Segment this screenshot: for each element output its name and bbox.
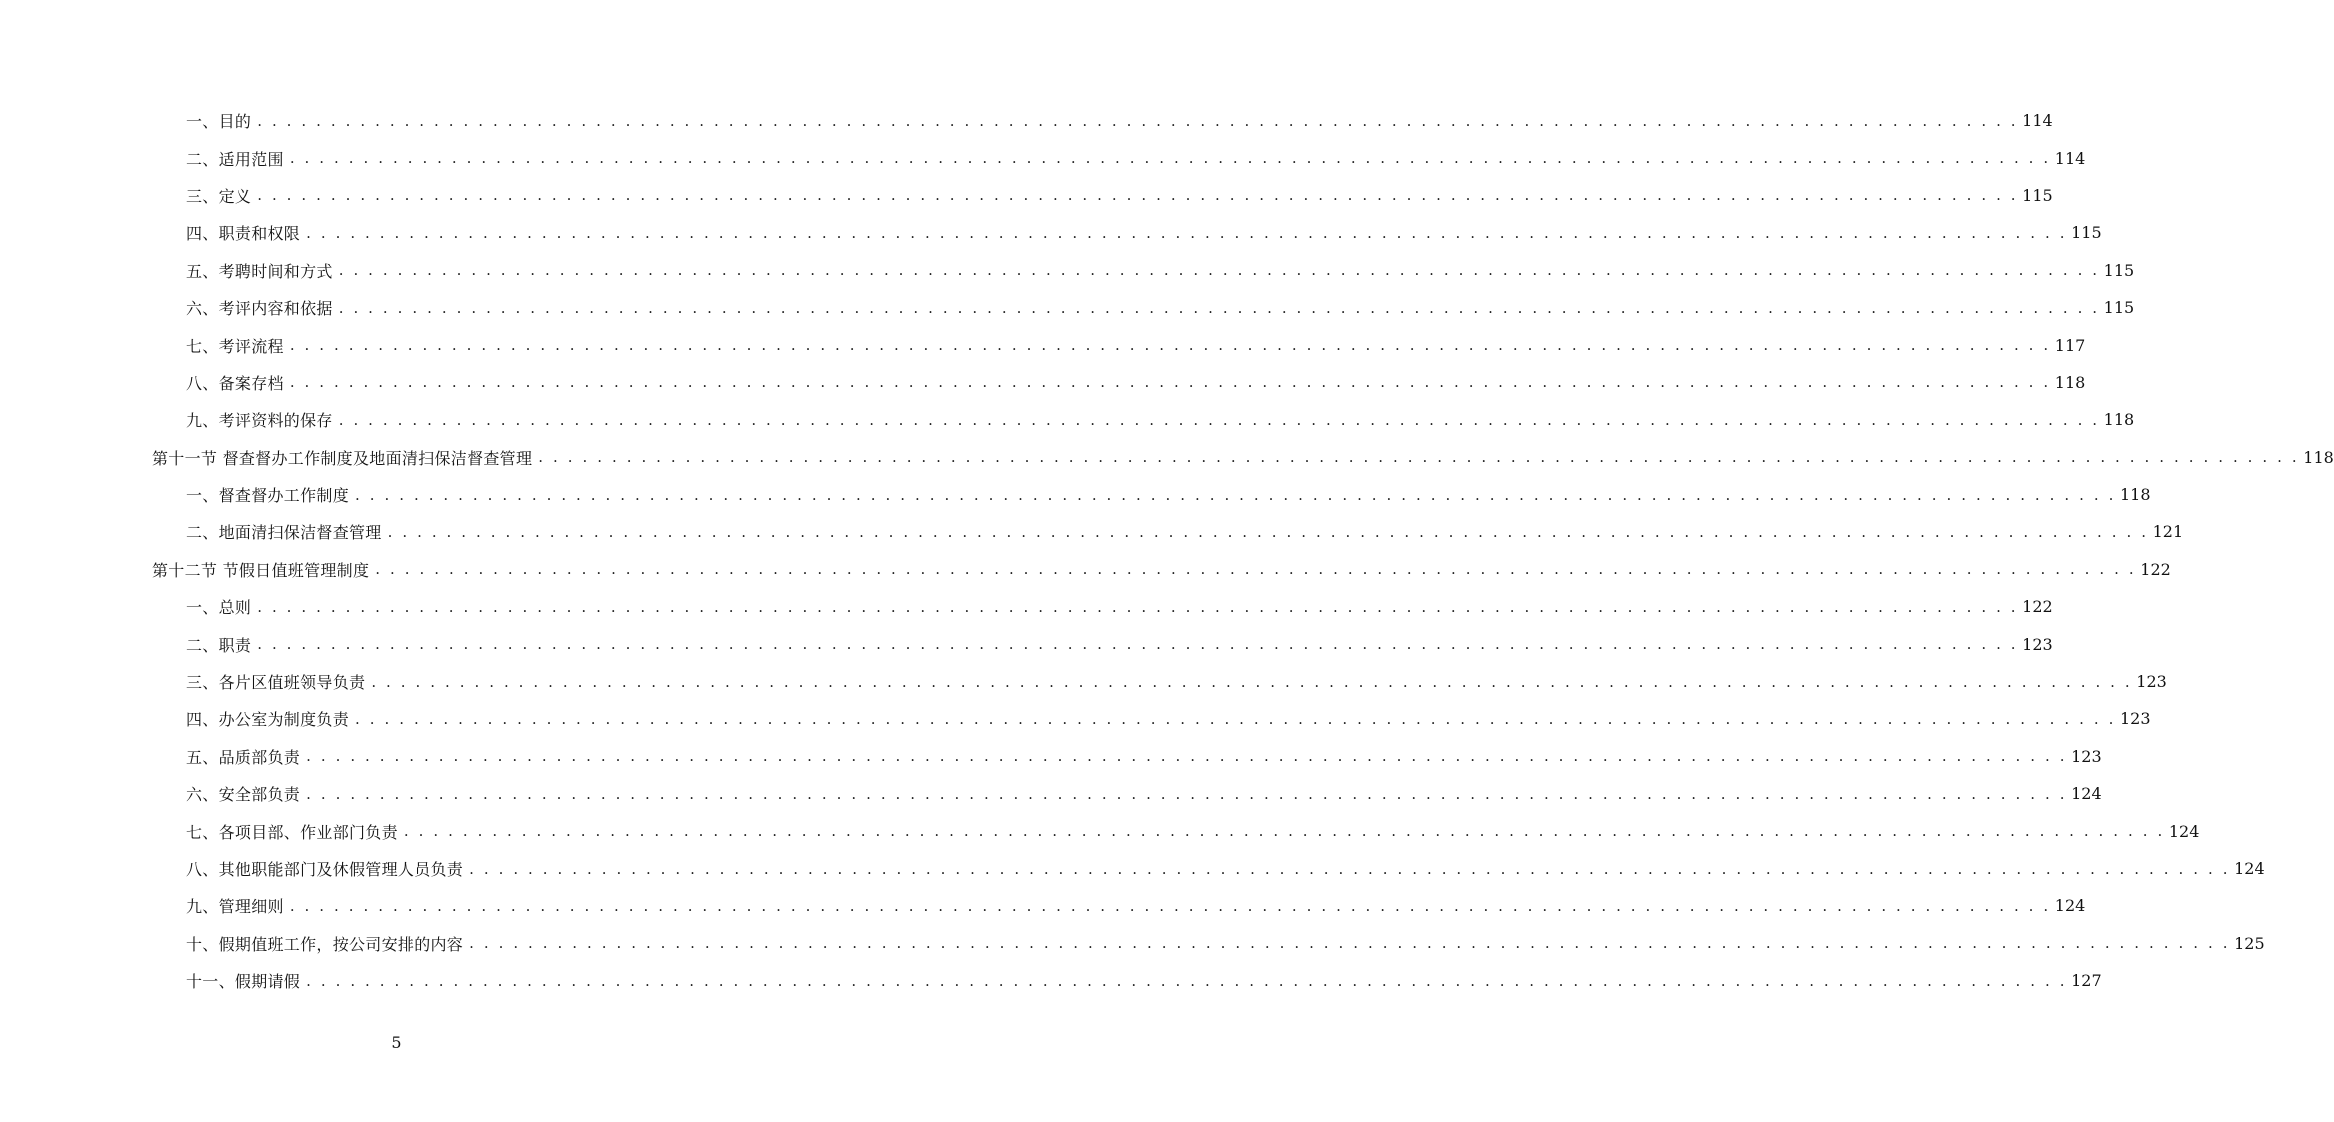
toc-entry-title: 三、定义	[186, 186, 252, 206]
toc-entry[interactable]	[152, 625, 2053, 662]
toc-dot-leader: . . . . . . . . . . . . . . . . . . . . . . . . . . . . . . . . . . . . . . . . . . . . . . . . . . . . . . . . . . . . . . . . . . . . . . . . . . . . . . . . . . . . . . . . . . . . . . . . . . . . . . . . . . . . . . . . . . . . . . . .	[403, 822, 2165, 841]
toc-dot-leader: . . . . . . . . . . . . . . . . . . . . . . . . . . . . . . . . . . . . . . . . . . . . . . . . . . . . . . . . . . . . . . . . . . . . . . . . . . . . . . . . . . . . . . . . . . . . . . . . . . . . . . . . . . . . . . . . . . . . . . . .	[289, 373, 2051, 392]
toc-entry-title: 九、考评资料的保存	[186, 411, 333, 431]
toc-entry[interactable]	[152, 214, 2102, 251]
toc-dot-leader: . . . . . . . . . . . . . . . . . . . . . . . . . . . . . . . . . . . . . . . . . . . . . . . . . . . . . . . . . . . . . . . . . . . . . . . . . . . . . . . . . . . . . . . . . . . . . . . . . . . . . . . . . . . . . . . . . . . . . . . .	[306, 223, 2068, 242]
toc-dot-leader: . . . . . . . . . . . . . . . . . . . . . . . . . . . . . . . . . . . . . . . . . . . . . . . . . . . . . . . . . . . . . . . . . . . . . . . . . . . . . . . . . . . . . . . . . . . . . . . . . . . . . . . . . . . . . . . . . . . . . . . .	[306, 784, 2068, 803]
toc-entry[interactable]	[152, 102, 2053, 139]
toc-entry-page-number: 127	[2071, 971, 2102, 991]
toc-entry[interactable]	[152, 850, 2265, 887]
table-of-contents	[152, 102, 2334, 999]
toc-entry-title: 二、地面清扫保洁督查管理	[186, 523, 382, 543]
toc-entry-page-number: 117	[2054, 335, 2086, 355]
toc-entry[interactable]	[152, 812, 2200, 849]
toc-entry-title: 六、考评内容和依据	[186, 299, 333, 319]
toc-entry-page-number: 122	[2022, 597, 2053, 617]
toc-dot-leader: . . . . . . . . . . . . . . . . . . . . . . . . . . . . . . . . . . . . . . . . . . . . . . . . . . . . . . . . . . . . . . . . . . . . . . . . . . . . . . . . . . . . . . . . . . . . . . . . . . . . . . . . . . . . . . . . . . . . . . . .	[375, 560, 2137, 579]
toc-dot-leader: . . . . . . . . . . . . . . . . . . . . . . . . . . . . . . . . . . . . . . . . . . . . . . . . . . . . . . . . . . . . . . . . . . . . . . . . . . . . . . . . . . . . . . . . . . . . . . . . . . . . . . . . . . . . . . . . . . . . . . . .	[257, 186, 2019, 205]
toc-entry-title: 五、品质部负责	[186, 747, 301, 767]
toc-entry-page-number: 123	[2119, 709, 2151, 729]
toc-entry-title: 四、职责和权限	[186, 224, 301, 244]
toc-entry-page-number: 124	[2054, 896, 2086, 916]
toc-entry-title: 第十一节 督查督办工作制度及地面清扫保洁督查管理	[152, 448, 533, 468]
toc-entry-title: 八、其他职能部门及休假管理人员负责	[186, 860, 464, 879]
toc-dot-leader: . . . . . . . . . . . . . . . . . . . . . . . . . . . . . . . . . . . . . . . . . . . . . . . . . . . . . . . . . . . . . . . . . . . . . . . . . . . . . . . . . . . . . . . . . . . . . . . . . . . . . . . . . . . . . . . . . . . . . . . .	[469, 859, 2231, 878]
toc-entry-page-number: 123	[2136, 672, 2167, 692]
toc-entry-title: 八、备案存档	[186, 373, 284, 393]
toc-entry-page-number: 124	[2071, 784, 2102, 804]
toc-entry-page-number: 114	[2054, 148, 2086, 168]
toc-entry[interactable]	[152, 289, 2135, 326]
toc-dot-leader: . . . . . . . . . . . . . . . . . . . . . . . . . . . . . . . . . . . . . . . . . . . . . . . . . . . . . . . . . . . . . . . . . . . . . . . . . . . . . . . . . . . . . . . . . . . . . . . . . . . . . . . . . . . . . . . . . . . . . . . .	[338, 410, 2100, 429]
toc-dot-leader: . . . . . . . . . . . . . . . . . . . . . . . . . . . . . . . . . . . . . . . . . . . . . . . . . . . . . . . . . . . . . . . . . . . . . . . . . . . . . . . . . . . . . . . . . . . . . . . . . . . . . . . . . . . . . . . . . . . . . . . .	[257, 597, 2019, 616]
toc-entry-title: 第十二节 节假日值班管理制度	[152, 560, 370, 580]
toc-entry-page-number: 114	[2022, 111, 2053, 131]
toc-entry-title: 三、各片区值班领导负责	[186, 673, 366, 693]
toc-entry[interactable]	[152, 887, 2086, 924]
toc-entry-page-number: 118	[2303, 447, 2334, 467]
toc-dot-leader: . . . . . . . . . . . . . . . . . . . . . . . . . . . . . . . . . . . . . . . . . . . . . . . . . . . . . . . . . . . . . . . . . . . . . . . . . . . . . . . . . . . . . . . . . . . . . . . . . . . . . . . . . . . . . . . . . . . . . . . .	[355, 709, 2116, 728]
toc-entry[interactable]	[152, 401, 2135, 438]
toc-entry-page-number: 115	[2071, 223, 2102, 243]
toc-entry-title: 十、假期值班工作，按公司安排的内容	[186, 934, 464, 954]
toc-entry-page-number: 115	[2103, 260, 2135, 280]
toc-entry-page-number: 118	[2054, 372, 2086, 392]
toc-entry[interactable]	[152, 476, 2151, 513]
toc-dot-leader: . . . . . . . . . . . . . . . . . . . . . . . . . . . . . . . . . . . . . . . . . . . . . . . . . . . . . . . . . . . . . . . . . . . . . . . . . . . . . . . . . . . . . . . . . . . . . . . . . . . . . . . . . . . . . . . . . . . . . . . .	[538, 448, 2300, 467]
toc-dot-leader: . . . . . . . . . . . . . . . . . . . . . . . . . . . . . . . . . . . . . . . . . . . . . . . . . . . . . . . . . . . . . . . . . . . . . . . . . . . . . . . . . . . . . . . . . . . . . . . . . . . . . . . . . . . . . . . . . . . . . . . .	[289, 336, 2051, 355]
page-number: 5	[391, 1033, 402, 1052]
toc-entry[interactable]	[152, 364, 2086, 401]
toc-entry-page-number: 125	[2234, 933, 2265, 953]
toc-entry-title: 一、目的	[186, 112, 252, 132]
toc-entry-title: 七、各项目部、作业部门负责	[186, 822, 398, 842]
toc-entry[interactable]	[152, 663, 2167, 700]
toc-entry[interactable]	[152, 177, 2053, 214]
toc-dot-leader: . . . . . . . . . . . . . . . . . . . . . . . . . . . . . . . . . . . . . . . . . . . . . . . . . . . . . . . . . . . . . . . . . . . . . . . . . . . . . . . . . . . . . . . . . . . . . . . . . . . . . . . . . . . . . . . . . . . . . . . .	[338, 298, 2100, 317]
toc-entry[interactable]	[152, 513, 2184, 550]
toc-dot-leader: . . . . . . . . . . . . . . . . . . . . . . . . . . . . . . . . . . . . . . . . . . . . . . . . . . . . . . . . . . . . . . . . . . . . . . . . . . . . . . . . . . . . . . . . . . . . . . . . . . . . . . . . . . . . . . . . . . . . . . . .	[257, 635, 2019, 654]
toc-entry[interactable]	[152, 139, 2086, 176]
toc-entry[interactable]	[152, 252, 2135, 289]
toc-entry-page-number: 118	[2119, 485, 2151, 505]
toc-entry-page-number: 121	[2152, 522, 2184, 542]
toc-dot-leader: . . . . . . . . . . . . . . . . . . . . . . . . . . . . . . . . . . . . . . . . . . . . . . . . . . . . . . . . . . . . . . . . . . . . . . . . . . . . . . . . . . . . . . . . . . . . . . . . . . . . . . . . . . . . . . . . . . . . . . . .	[289, 149, 2051, 168]
toc-entry-page-number: 122	[2140, 559, 2171, 579]
toc-entry-title: 二、适用范围	[186, 149, 284, 169]
toc-entry-page-number: 115	[2103, 298, 2135, 318]
toc-entry-title: 四、办公室为制度负责	[186, 710, 350, 730]
toc-entry-title: 一、总则	[186, 598, 252, 618]
toc-entry-title: 一、督查督办工作制度	[186, 486, 350, 506]
toc-entry[interactable]	[152, 700, 2151, 737]
toc-dot-leader: . . . . . . . . . . . . . . . . . . . . . . . . . . . . . . . . . . . . . . . . . . . . . . . . . . . . . . . . . . . . . . . . . . . . . . . . . . . . . . . . . . . . . . . . . . . . . . . . . . . . . . . . . . . . . . . . . . . . . . . .	[387, 522, 2149, 541]
toc-entry-page-number: 123	[2022, 634, 2053, 654]
toc-entry-page-number: 118	[2103, 410, 2135, 430]
toc-dot-leader: . . . . . . . . . . . . . . . . . . . . . . . . . . . . . . . . . . . . . . . . . . . . . . . . . . . . . . . . . . . . . . . . . . . . . . . . . . . . . . . . . . . . . . . . . . . . . . . . . . . . . . . . . . . . . . . . . . . . . . . .	[289, 896, 2051, 915]
toc-entry-title: 九、管理细则	[186, 897, 284, 917]
toc-entry[interactable]	[152, 588, 2053, 625]
toc-dot-leader: . . . . . . . . . . . . . . . . . . . . . . . . . . . . . . . . . . . . . . . . . . . . . . . . . . . . . . . . . . . . . . . . . . . . . . . . . . . . . . . . . . . . . . . . . . . . . . . . . . . . . . . . . . . . . . . . . . . . . . . .	[469, 934, 2231, 953]
toc-entry-title: 五、考聘时间和方式	[186, 261, 333, 281]
toc-entry[interactable]	[152, 925, 2265, 962]
toc-entry-page-number: 124	[2234, 859, 2265, 878]
toc-entry[interactable]	[152, 775, 2102, 812]
toc-entry-page-number: 115	[2022, 185, 2053, 205]
toc-entry-page-number: 123	[2071, 746, 2102, 766]
toc-entry[interactable]	[152, 326, 2086, 363]
toc-dot-leader: . . . . . . . . . . . . . . . . . . . . . . . . . . . . . . . . . . . . . . . . . . . . . . . . . . . . . . . . . . . . . . . . . . . . . . . . . . . . . . . . . . . . . . . . . . . . . . . . . . . . . . . . . . . . . . . . . . . . . . . .	[338, 261, 2100, 280]
toc-entry-title: 七、考评流程	[186, 336, 284, 356]
toc-dot-leader: . . . . . . . . . . . . . . . . . . . . . . . . . . . . . . . . . . . . . . . . . . . . . . . . . . . . . . . . . . . . . . . . . . . . . . . . . . . . . . . . . . . . . . . . . . . . . . . . . . . . . . . . . . . . . . . . . . . . . . . .	[355, 485, 2116, 504]
toc-dot-leader: . . . . . . . . . . . . . . . . . . . . . . . . . . . . . . . . . . . . . . . . . . . . . . . . . . . . . . . . . . . . . . . . . . . . . . . . . . . . . . . . . . . . . . . . . . . . . . . . . . . . . . . . . . . . . . . . . . . . . . . .	[257, 111, 2019, 130]
toc-entry[interactable]	[152, 738, 2102, 775]
toc-entry-title: 二、职责	[186, 635, 252, 655]
toc-dot-leader: . . . . . . . . . . . . . . . . . . . . . . . . . . . . . . . . . . . . . . . . . . . . . . . . . . . . . . . . . . . . . . . . . . . . . . . . . . . . . . . . . . . . . . . . . . . . . . . . . . . . . . . . . . . . . . . . . . . . . . . .	[306, 971, 2068, 990]
toc-section-entry[interactable]	[152, 439, 2334, 476]
toc-dot-leader: . . . . . . . . . . . . . . . . . . . . . . . . . . . . . . . . . . . . . . . . . . . . . . . . . . . . . . . . . . . . . . . . . . . . . . . . . . . . . . . . . . . . . . . . . . . . . . . . . . . . . . . . . . . . . . . . . . . . . . . .	[371, 672, 2133, 691]
toc-entry-title: 六、安全部负责	[186, 785, 301, 805]
toc-entry-title: 十一、假期请假	[186, 972, 301, 992]
toc-dot-leader: . . . . . . . . . . . . . . . . . . . . . . . . . . . . . . . . . . . . . . . . . . . . . . . . . . . . . . . . . . . . . . . . . . . . . . . . . . . . . . . . . . . . . . . . . . . . . . . . . . . . . . . . . . . . . . . . . . . . . . . .	[306, 747, 2068, 766]
toc-entry-page-number: 124	[2168, 821, 2200, 841]
toc-section-entry[interactable]	[152, 551, 2171, 588]
toc-entry[interactable]	[152, 962, 2102, 999]
